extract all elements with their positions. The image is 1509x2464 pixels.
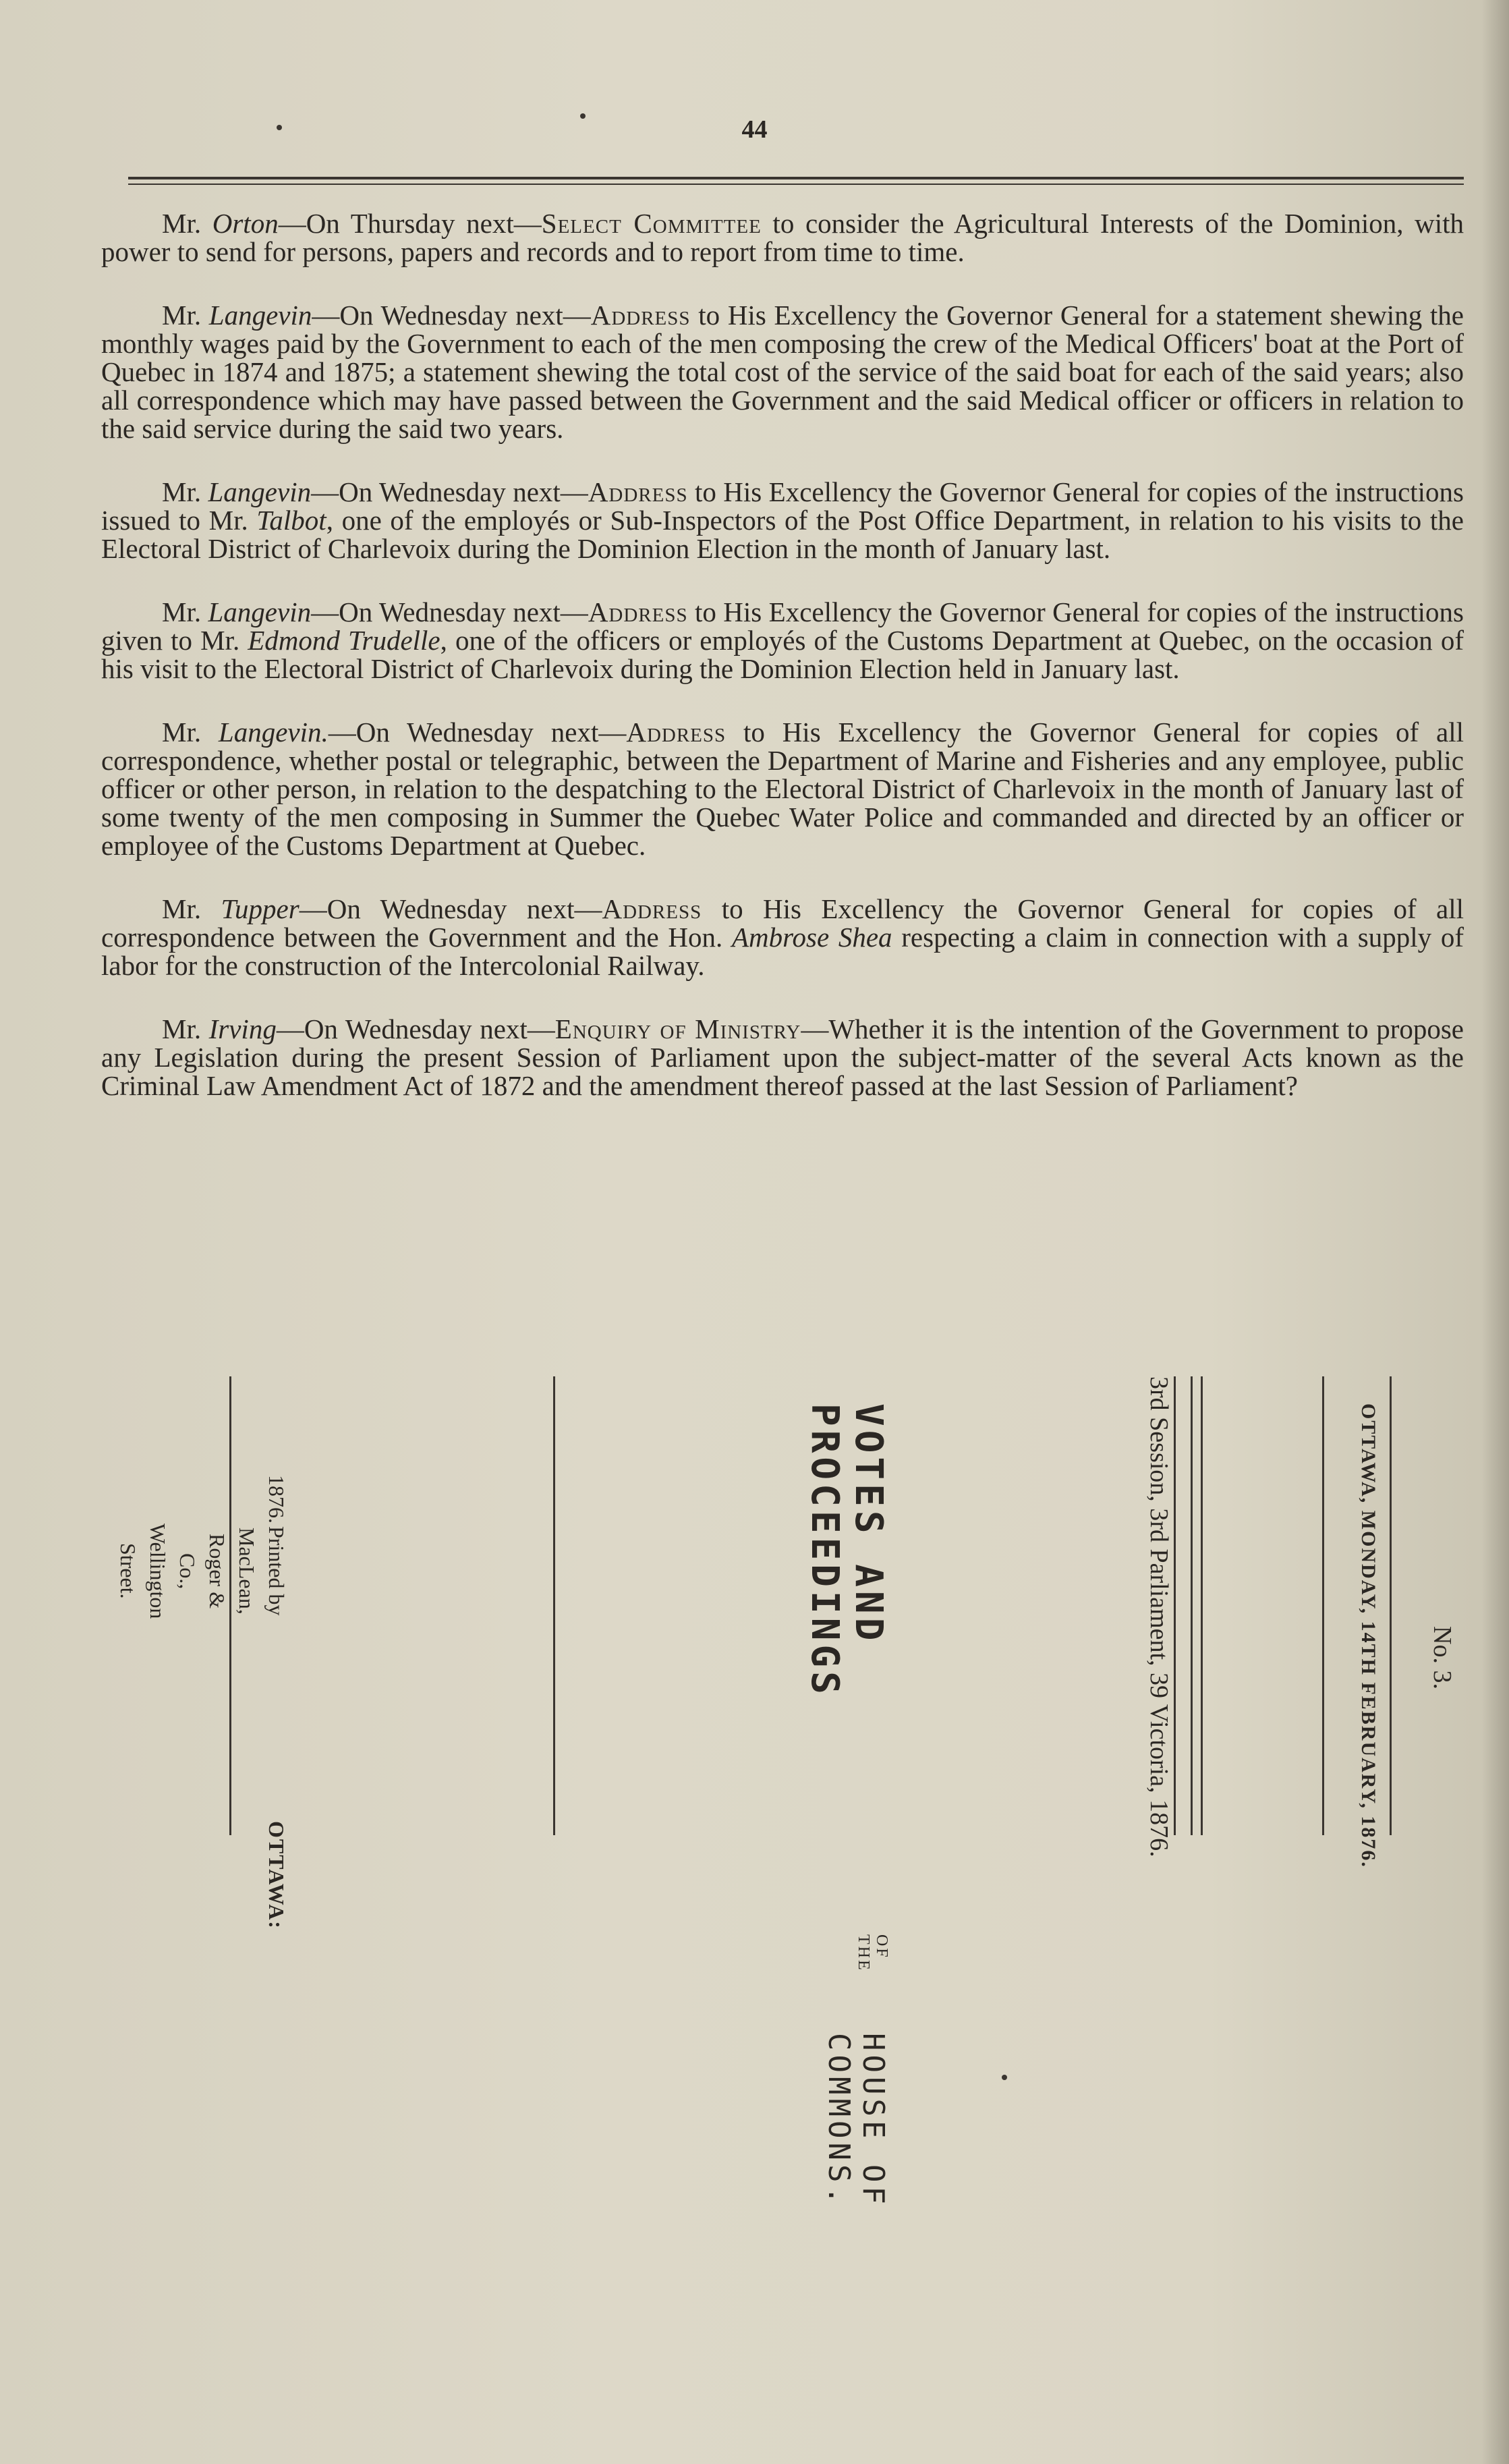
member-name: Irving xyxy=(208,1013,277,1044)
notices-of-motion xyxy=(101,209,1464,1135)
cover-rule-7 xyxy=(1390,1376,1392,1835)
notice-tupper: Mr. Tupper—On Wednesday next—Address to His Excellency the Governor General for copies of all correspondence between the Government and the Hon. Ambrose Shea respecting a claim in connection with a supply of labor for the construction of the Intercolonial Railway. xyxy=(101,893,1464,981)
notice-irving: Mr. Irving—On Wednesday next—Enquiry of Ministry—Whether it is the intention of the Government to propose any Legislation during the present Session of Parliament upon the subject-matter of the several Acts known as the Criminal Law Amendment Act of 1872 and the amendment thereof passed at the last Session of Parliament? xyxy=(101,1013,1464,1101)
member-name: Langevin xyxy=(208,300,312,331)
page-edge-shadow xyxy=(1482,0,1509,2464)
title-block xyxy=(567,1376,890,2208)
member-name: Orton xyxy=(212,208,279,239)
motion-type: Select Committee xyxy=(541,208,762,239)
notice-langevin-3: Mr. Langevin—On Wednesday next—Address to His Excellency the Governor General for copies of the instructions given to Mr. Edmond Trudelle, one of the officers or employés of the Customs Department at Quebec, on the occasion of his visit to the Electoral District of Charlevoix during the Dominion Election held in January last. xyxy=(101,596,1464,684)
member-name: Langevin. xyxy=(218,717,329,748)
cover-rule-5 xyxy=(1201,1376,1203,1835)
cover-panel xyxy=(94,1376,1456,2208)
member-name: Langevin xyxy=(208,476,312,507)
title-votes-and-proceedings: VOTES AND PROCEEDINGS xyxy=(803,1403,890,1698)
title-house-of-commons: HOUSE OF COMMONS. xyxy=(822,2032,890,2208)
page-number: 44 xyxy=(741,115,768,144)
imprint-printer: Printed by MacLean, Roger & Co., Wellington Street. xyxy=(116,1523,289,1619)
cover-rule-1 xyxy=(229,1376,231,1835)
header-rule-thin xyxy=(128,184,1464,185)
notice-orton: Mr. Orton—On Thursday next—Select Committee to consider the Agricultural Interests of the Dominion, with power to send for persons, papers and records and to report from time to time. xyxy=(101,208,1464,267)
imprint-place: OTTAWA: xyxy=(264,1821,289,1930)
notice-langevin-2: Mr. Langevin—On Wednesday next—Address to His Excellency the Governor General for copies of the instructions issued to Mr. Talbot, one of the employés or Sub-Inspectors of the Post Office Department, in relation to his visits to the Electoral District of Charlevoix during the Dominion Election in the month of January last. xyxy=(101,476,1464,564)
speck xyxy=(1002,2075,1007,2080)
person-name: Ambrose Shea xyxy=(731,922,892,953)
imprint xyxy=(116,1376,289,1930)
imprint-year: 1876. xyxy=(264,1474,289,1523)
motion-type: Enquiry of Ministry xyxy=(554,1013,801,1044)
person-name: Edmond Trudelle xyxy=(248,625,440,656)
cover-rule-3 xyxy=(1174,1376,1176,1835)
motion-type: Address xyxy=(588,596,688,627)
header-rule-thick xyxy=(128,177,1464,179)
title-of-the: OF THE xyxy=(855,1934,890,1972)
issue-number: No. 3. xyxy=(1428,1626,1456,1689)
speck xyxy=(580,113,586,119)
speck xyxy=(277,125,282,130)
motion-type: Address xyxy=(590,300,691,331)
cover-rule-2 xyxy=(553,1376,555,1835)
motion-type: Address xyxy=(602,893,702,924)
notice-langevin-1: Mr. Langevin—On Wednesday next—Address to His Excellency the Governor General for a statement shewing the monthly wages paid by the Government to each of the men composing the crew of the Medical Officers' boat at the Port of Quebec in 1874 and 1875; a statement shewing the total cost of the service of the said boat for each of the said years; also all correspondence which may have passed between the Government and the said Medical officer or officers in relation to the said service during the said two years. xyxy=(101,300,1464,444)
notice-langevin-4: Mr. Langevin.—On Wednesday next—Address to His Excellency the Governor General for copies of all correspondence, whether postal or telegraphic, between the Department of Marine and Fisheries and any employee, public officer or other person, in relation to the despatching to the Electoral District of Charlevoix in the month of January last of some twenty of the men composing in Summer the Quebec Water Police and commanded and directed by an officer or employee of the Customs Department at Quebec. xyxy=(101,717,1464,861)
session-line: 3rd Session, 3rd Parliament, 39 Victoria, 1876. xyxy=(1145,1376,1173,1857)
date-line: OTTAWA, MONDAY, 14TH FEBRUARY, 1876. xyxy=(1357,1403,1379,1868)
motion-type: Address xyxy=(588,476,688,507)
person-name: Talbot xyxy=(256,505,326,536)
member-name: Tupper xyxy=(221,893,300,924)
motion-type: Address xyxy=(626,717,727,748)
member-name: Langevin xyxy=(208,596,312,627)
cover-rule-6 xyxy=(1322,1376,1324,1835)
cover-rule-4 xyxy=(1191,1376,1193,1835)
